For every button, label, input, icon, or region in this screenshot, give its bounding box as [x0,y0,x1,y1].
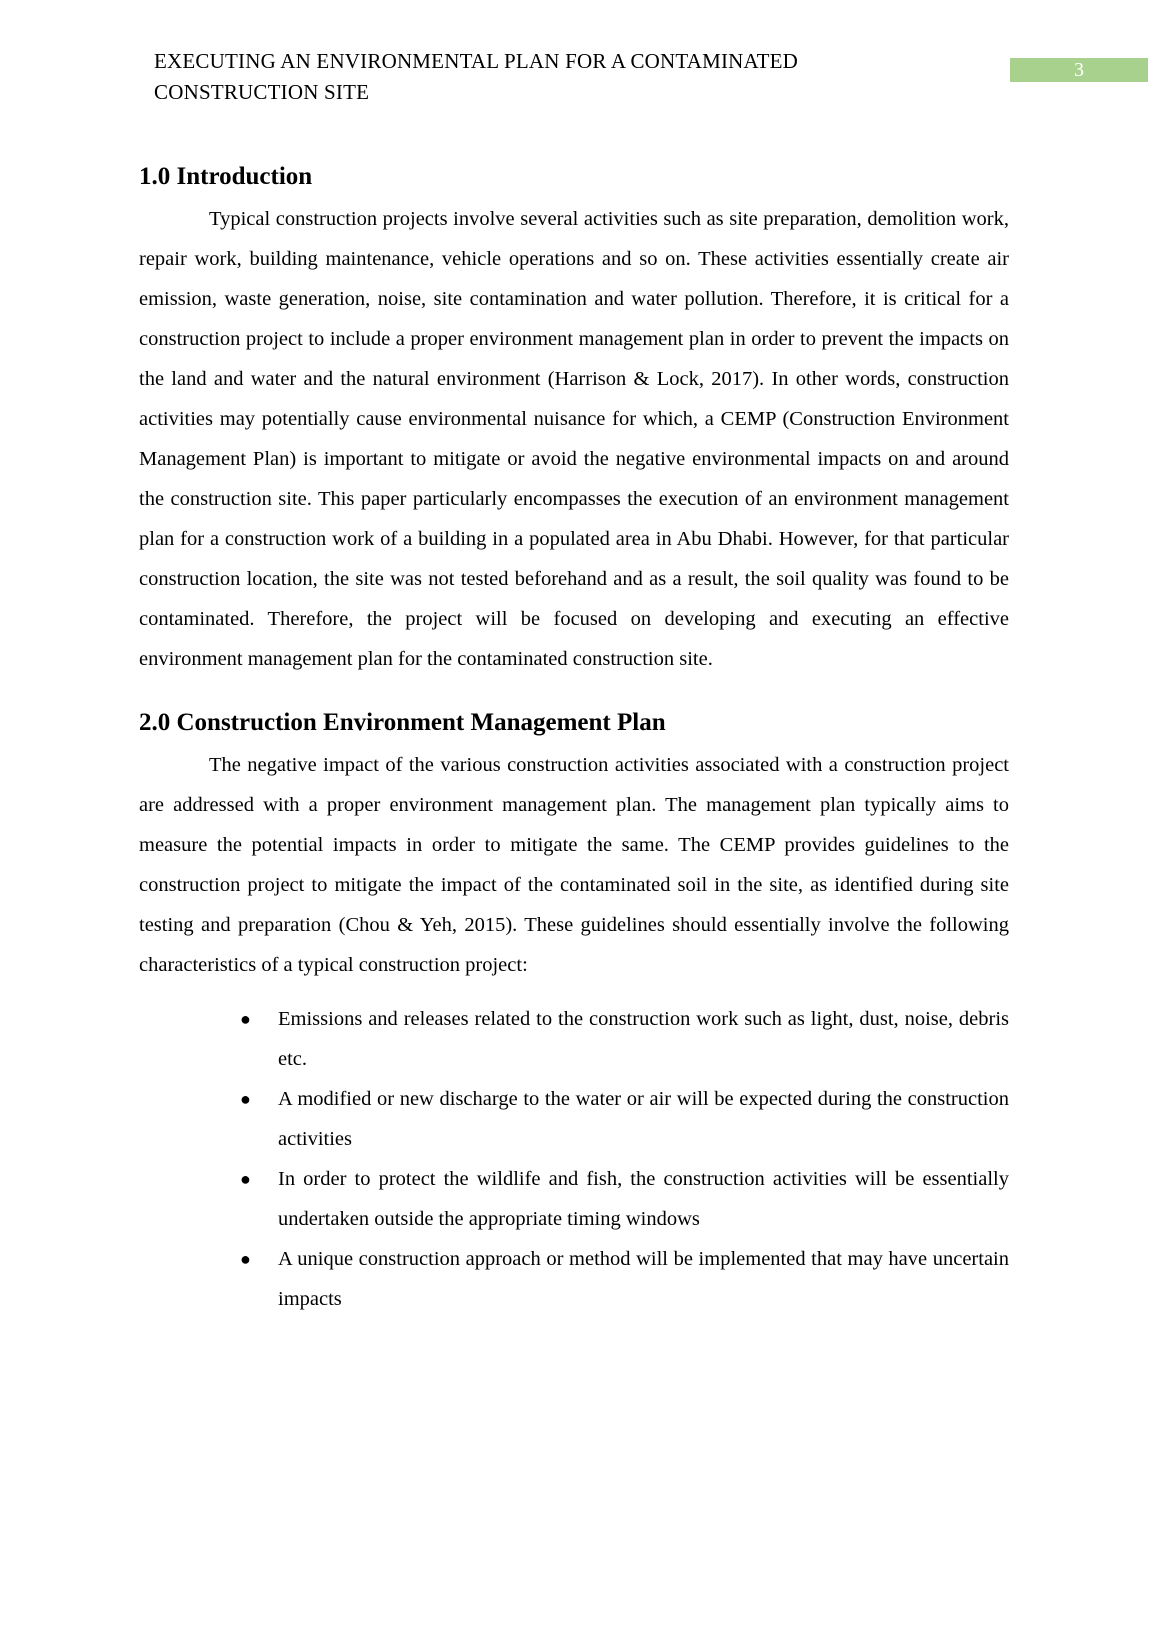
list-item [240,1239,1009,1319]
header-title-line-1: EXECUTING AN ENVIRONMENTAL PLAN FOR A CONTAMINATED [154,49,799,73]
list-item-text: A modified or new discharge to the water or air will be expected during the construction activities [278,1088,1009,1150]
list-item [240,1079,1009,1159]
bullet-icon: ● [240,1249,251,1269]
cemp-paragraph: The negative impact of the various construction activities associated with a construction project are addressed with a proper environment management plan. The management plan typically aims to measure the potential impacts in order to mitigate the same. The CEMP provides guidelines to the construction project to mitigate the impact of the contaminated soil in the site, as identified during site testing and preparation (Chou & Yeh, 2015). These guidelines should essentially involve the following characteristics of a typical construction project: [139,754,1009,976]
section-heading-cemp: 2.0 Construction Environment Management Plan [139,709,666,736]
page-number-badge: 3 [1010,58,1148,82]
list-item [240,1159,1009,1239]
list-item-text: Emissions and releases related to the construction work such as light, dust, noise, debris etc. [278,1008,1009,1070]
introduction-paragraph: Typical construction projects involve several activities such as site preparation, demolition work, repair work, building maintenance, vehicle operations and so on. These activities essentially create air emission, waste generation, noise, site contamination and water pollution. Therefore, it is critical for a construction project to include a proper environment management plan in order to prevent the impacts on the land and water and the natural environment (Harrison & Lock, 2017). In other words, construction activities may potentially cause environmental nuisance for which, a CEMP (Construction Environment Management Plan) is important to mitigate or avoid the negative environmental impacts on and around the construction site. This paper particularly encompasses the execution of an environment management plan for a construction work of a building in a populated area in Abu Dhabi. However, for that particular construction location, the site was not tested beforehand and as a result, the soil quality was found to be contaminated. Therefore, the project will be focused on developing and executing an effective environment management plan for the contaminated construction site. [139,208,1009,670]
characteristics-list [139,999,1009,1319]
list-item [240,999,1009,1079]
header-title-line-2: CONSTRUCTION SITE [154,80,370,104]
list-item-text: A unique construction approach or method will be implemented that may have uncertain impacts [278,1248,1009,1310]
list-item-text: In order to protect the wildlife and fish, the construction activities will be essentially undertaken outside the appropriate timing windows [278,1168,1009,1230]
bullet-icon: ● [240,1089,251,1109]
bullet-icon: ● [240,1169,251,1189]
document-body [139,155,1009,1319]
running-header [154,46,914,108]
section-heading-introduction: 1.0 Introduction [139,163,313,190]
bullet-icon: ● [240,1009,251,1029]
